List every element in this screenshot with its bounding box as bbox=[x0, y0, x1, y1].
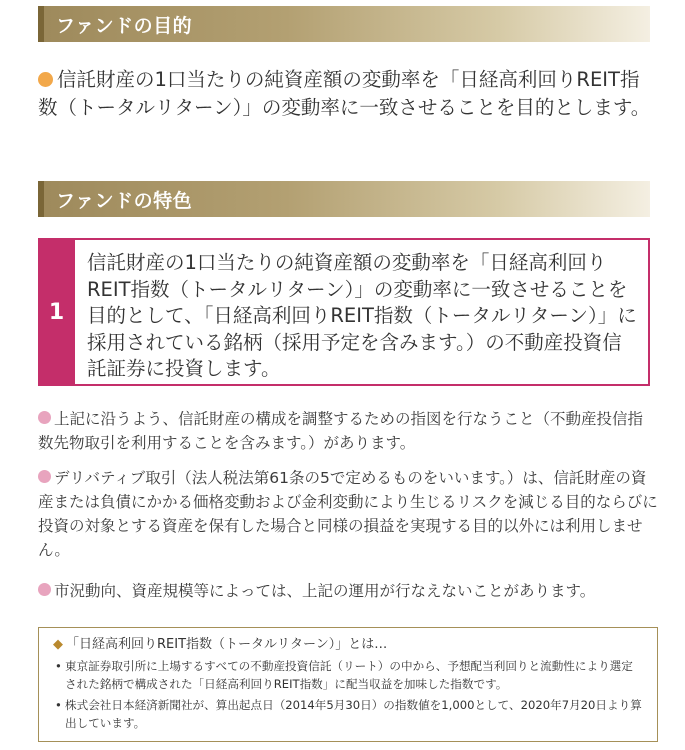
note-item bbox=[38, 407, 658, 455]
note-item bbox=[38, 579, 658, 603]
objective-text: 信託財産の1口当たりの純資産額の変動率を「日経高利回りREIT指数（トータルリターン）」の変動率に一致させることを目的とします。 bbox=[38, 68, 651, 119]
orange-bullet-icon bbox=[38, 72, 53, 87]
objective-section-header bbox=[38, 6, 650, 42]
note-text: 市況動向、資産規模等によっては、上記の運用が行なえないことがあります。 bbox=[54, 582, 596, 600]
definition-item bbox=[53, 658, 643, 693]
note-text: 上記に沿うよう、信託財産の構成を調整するための指図を行なうこと（不動産投信指数先物取引を利用することを含みます。）があります。 bbox=[38, 410, 644, 452]
features-heading: ファンドの特色 bbox=[56, 190, 193, 212]
pink-bullet-icon bbox=[38, 470, 51, 483]
note-text: デリバティブ取引（法人税法第61条の5で定めるものをいいます。）は、信託財産の資産または負債にかかる価格変動および金利変動により生じるリスクを減じる目的ならびに投資の対象とする資産を保有した場合と同様の損益を実現する目的以外には利用しません。 bbox=[38, 469, 658, 559]
definition-item-text: 東京証券取引所に上場するすべての不動産投資信託（リート）の中から、予想配当利回りと流動性により選定された銘柄で構成された「日経高利回りREIT指数」に配当収益を加味した指数です。 bbox=[65, 659, 633, 691]
bullet-icon: • bbox=[55, 698, 62, 712]
definition-title bbox=[53, 636, 643, 654]
objective-paragraph bbox=[38, 66, 658, 122]
pink-bullet-icon bbox=[38, 411, 51, 424]
bullet-icon: • bbox=[55, 659, 62, 673]
pink-bullet-icon bbox=[38, 583, 51, 596]
index-definition-box bbox=[38, 627, 658, 742]
definition-title-text: 「日経高利回りREIT指数（トータルリターン）」とは… bbox=[66, 637, 388, 652]
objective-heading: ファンドの目的 bbox=[56, 15, 193, 37]
features-section-header bbox=[38, 181, 650, 217]
definition-item-text: 株式会社日本経済新聞社が、算出起点日（2014年5月30日）の指数値を1,000として、2020年7月20日より算出しています。 bbox=[65, 698, 642, 730]
note-item bbox=[38, 466, 658, 562]
feature-text: 信託財産の1口当たりの純資産額の変動率を「日経高利回りREIT指数（トータルリターン）」の変動率に一致させることを目的として、「日経高利回りREIT指数（トータルリターン）」に採用されている銘柄（採用予定を含みます。）の不動産投資信託証券に投資します。 bbox=[87, 251, 637, 380]
feature-box bbox=[38, 238, 650, 386]
definition-item bbox=[53, 697, 643, 732]
diamond-icon: ◆ bbox=[53, 637, 63, 652]
feature-number: 1 bbox=[38, 240, 75, 384]
